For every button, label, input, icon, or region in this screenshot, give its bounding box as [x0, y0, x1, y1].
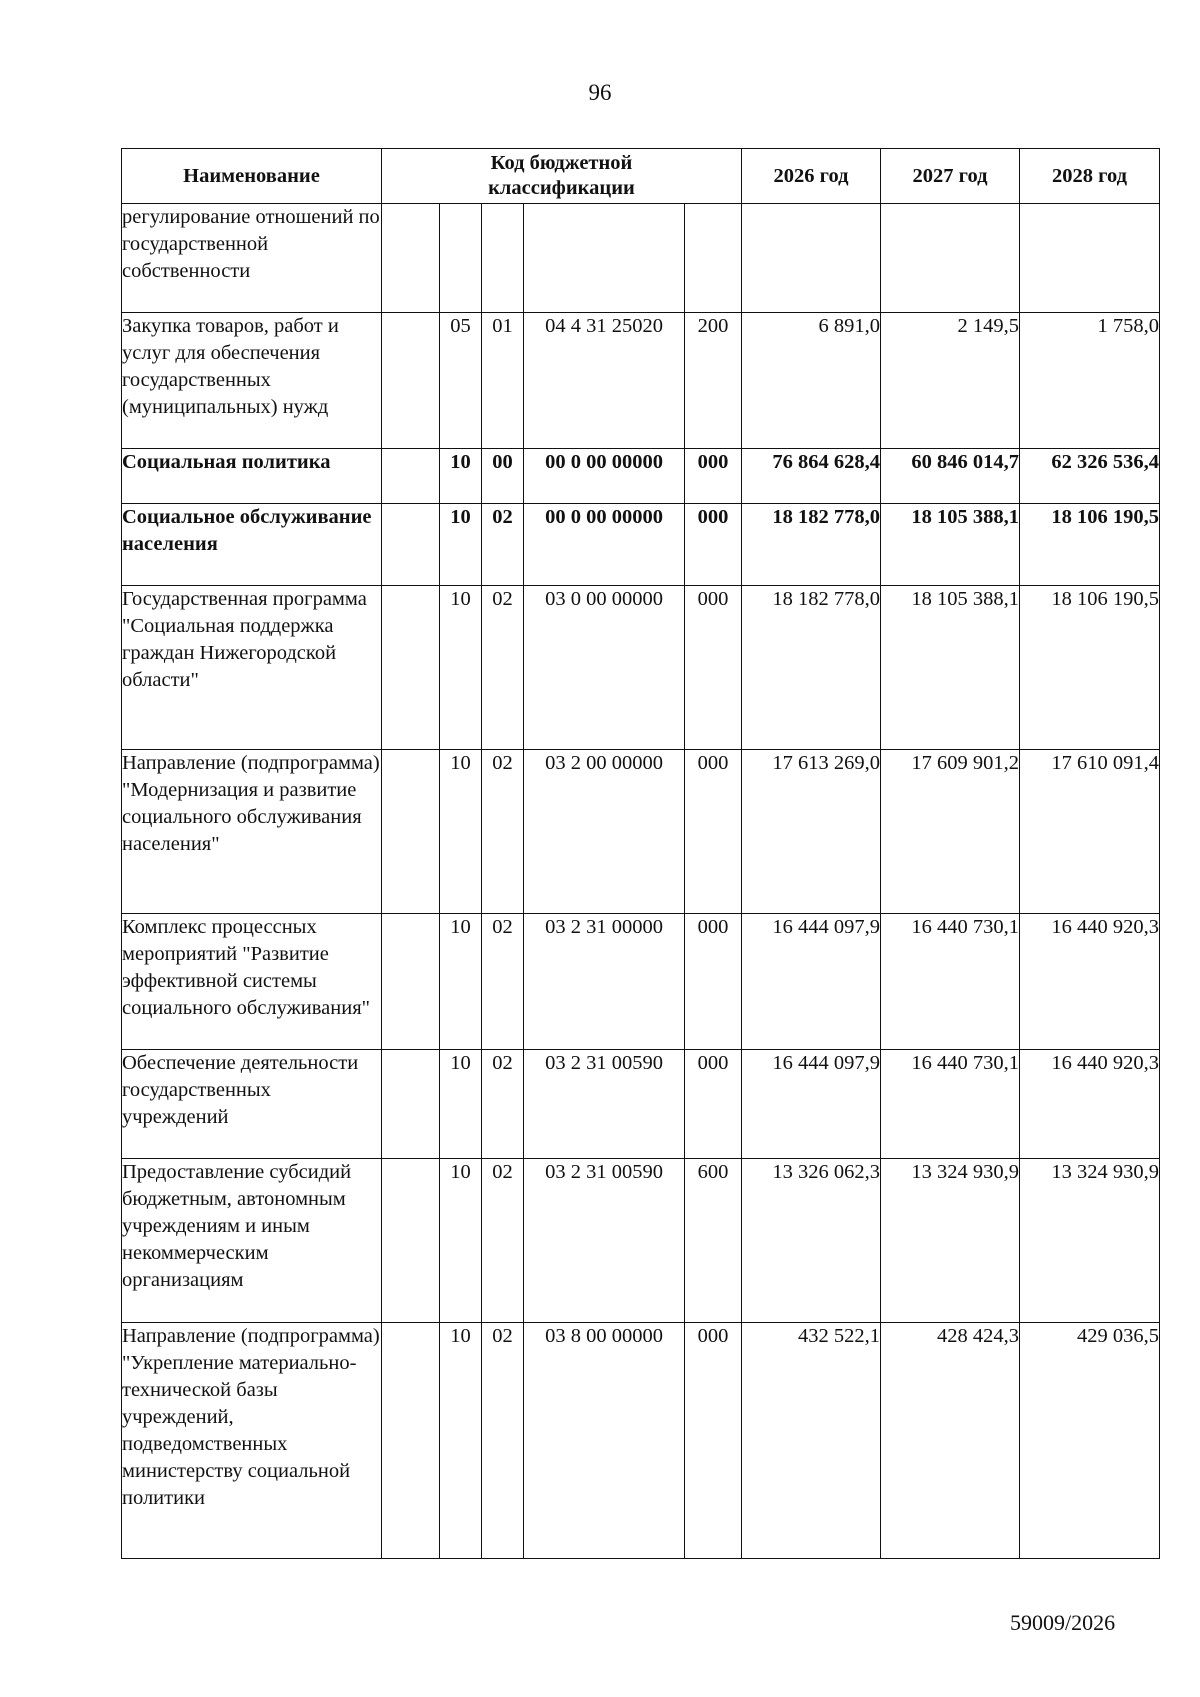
table-row: [122, 1159, 1160, 1323]
table-header-row: [122, 149, 1160, 204]
row-value-2028: 62 326 536,4: [1020, 449, 1160, 504]
row-code-section: 10: [440, 1159, 482, 1323]
table-row: [122, 504, 1160, 586]
row-code-section: 10: [440, 449, 482, 504]
row-code-target: 00 0 00 00000: [524, 504, 685, 586]
table-row: [122, 1323, 1160, 1559]
row-code-1: [382, 1323, 440, 1559]
header-2026: 2026 год: [742, 149, 881, 204]
row-value-2026: 18 182 778,0: [742, 504, 881, 586]
table-row: [122, 1050, 1160, 1159]
row-code-target: 03 2 31 00000: [524, 914, 685, 1050]
row-value-2026: 17 613 269,0: [742, 750, 881, 914]
row-code-type: 000: [685, 449, 742, 504]
row-code-1: [382, 914, 440, 1050]
row-code-subsection: 02: [482, 586, 524, 750]
row-value-2026: 76 864 628,4: [742, 449, 881, 504]
row-name: Направление (подпрограмма) "Модернизация и развитие социального обслуживания населения": [122, 750, 382, 914]
table-row: [122, 449, 1160, 504]
row-code-section: 10: [440, 586, 482, 750]
header-2028: 2028 год: [1020, 149, 1160, 204]
header-code: Код бюджетной классификации: [382, 149, 742, 204]
row-code-type: 000: [685, 914, 742, 1050]
row-value-2026: 432 522,1: [742, 1323, 881, 1559]
header-2027: 2027 год: [881, 149, 1020, 204]
row-code-subsection: 02: [482, 1050, 524, 1159]
row-code-1: [382, 504, 440, 586]
row-code-target: 03 8 00 00000: [524, 1323, 685, 1559]
row-code-target: 03 2 31 00590: [524, 1050, 685, 1159]
row-code-subsection: 02: [482, 750, 524, 914]
row-name: регулирование отношений по государственной собственности: [122, 204, 382, 313]
row-code-section: 10: [440, 504, 482, 586]
row-value-2026: [742, 204, 881, 313]
row-name: Социальное обслуживание населения: [122, 504, 382, 586]
row-code-type: 000: [685, 586, 742, 750]
row-code-1: [382, 586, 440, 750]
row-code-subsection: 02: [482, 1159, 524, 1323]
row-value-2028: 16 440 920,3: [1020, 1050, 1160, 1159]
row-code-target: 00 0 00 00000: [524, 449, 685, 504]
table-row: [122, 204, 1160, 313]
row-code-subsection: 02: [482, 504, 524, 586]
row-value-2027: 16 440 730,1: [881, 914, 1020, 1050]
page-number: 96: [588, 80, 612, 105]
row-value-2027: 16 440 730,1: [881, 1050, 1020, 1159]
row-name: Обеспечение деятельности государственных учреждений: [122, 1050, 382, 1159]
row-code-target: 03 2 00 00000: [524, 750, 685, 914]
row-name: Комплекс процессных мероприятий "Развитие эффективной системы социального обслуживания": [122, 914, 382, 1050]
row-value-2026: 16 444 097,9: [742, 914, 881, 1050]
header-name: Наименование: [122, 149, 382, 204]
row-code-target: 03 2 31 00590: [524, 1159, 685, 1323]
row-code-section: 05: [440, 313, 482, 449]
row-code-1: [382, 750, 440, 914]
row-value-2026: 16 444 097,9: [742, 1050, 881, 1159]
row-name: Направление (подпрограмма) "Укрепление материально-технической базы учреждений, подведомственных министерству социальной политики: [122, 1323, 382, 1559]
budget-table: [121, 148, 1160, 1559]
row-value-2028: 16 440 920,3: [1020, 914, 1160, 1050]
row-code-type: 000: [685, 504, 742, 586]
row-code-target: 03 0 00 00000: [524, 586, 685, 750]
row-code-subsection: 02: [482, 1323, 524, 1559]
row-value-2028: [1020, 204, 1160, 313]
row-value-2027: 428 424,3: [881, 1323, 1020, 1559]
row-code-target: [524, 204, 685, 313]
row-code-section: 10: [440, 914, 482, 1050]
row-name: Государственная программа "Социальная поддержка граждан Нижегородской области": [122, 586, 382, 750]
row-value-2028: 429 036,5: [1020, 1323, 1160, 1559]
row-code-type: [685, 204, 742, 313]
row-code-subsection: 00: [482, 449, 524, 504]
row-value-2028: 18 106 190,5: [1020, 504, 1160, 586]
row-code-type: 000: [685, 1323, 742, 1559]
row-value-2026: 6 891,0: [742, 313, 881, 449]
row-value-2028: 17 610 091,4: [1020, 750, 1160, 914]
row-code-type: 000: [685, 1050, 742, 1159]
table-row: [122, 586, 1160, 750]
row-value-2026: 18 182 778,0: [742, 586, 881, 750]
row-code-section: [440, 204, 482, 313]
row-value-2027: 60 846 014,7: [881, 449, 1020, 504]
row-value-2027: 18 105 388,1: [881, 504, 1020, 586]
row-code-subsection: [482, 204, 524, 313]
row-code-section: 10: [440, 1050, 482, 1159]
row-value-2027: 2 149,5: [881, 313, 1020, 449]
row-code-1: [382, 1050, 440, 1159]
row-code-section: 10: [440, 1323, 482, 1559]
row-value-2027: 17 609 901,2: [881, 750, 1020, 914]
table-row: [122, 750, 1160, 914]
row-value-2028: 18 106 190,5: [1020, 586, 1160, 750]
document-number: 59009/2026: [1010, 1610, 1116, 1635]
row-code-1: [382, 204, 440, 313]
row-code-type: 000: [685, 750, 742, 914]
row-name: Предоставление субсидий бюджетным, автономным учреждениям и иным некоммерческим организациям: [122, 1159, 382, 1323]
row-code-1: [382, 1159, 440, 1323]
row-value-2026: 13 326 062,3: [742, 1159, 881, 1323]
row-name: Социальная политика: [122, 449, 382, 504]
row-value-2027: 18 105 388,1: [881, 586, 1020, 750]
row-value-2027: 13 324 930,9: [881, 1159, 1020, 1323]
row-code-subsection: 01: [482, 313, 524, 449]
row-code-type: 200: [685, 313, 742, 449]
row-code-1: [382, 313, 440, 449]
row-value-2027: [881, 204, 1020, 313]
row-code-target: 04 4 31 25020: [524, 313, 685, 449]
row-value-2028: 13 324 930,9: [1020, 1159, 1160, 1323]
row-code-type: 600: [685, 1159, 742, 1323]
row-name: Закупка товаров, работ и услуг для обеспечения государственных (муниципальных) нужд: [122, 313, 382, 449]
row-value-2028: 1 758,0: [1020, 313, 1160, 449]
table-row: [122, 313, 1160, 449]
row-code-section: 10: [440, 750, 482, 914]
row-code-1: [382, 449, 440, 504]
row-code-subsection: 02: [482, 914, 524, 1050]
table-row: [122, 914, 1160, 1050]
